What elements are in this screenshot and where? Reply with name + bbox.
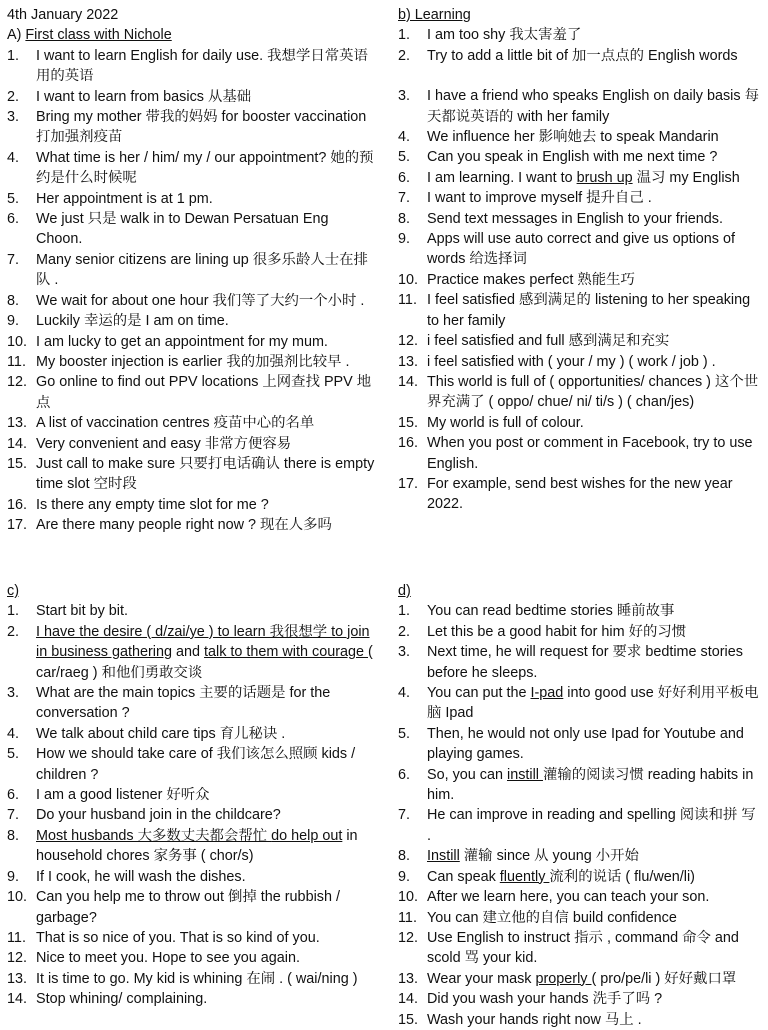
list-item bbox=[7, 250, 377, 291]
list-item-text: Do your husband join in the childcare? bbox=[36, 807, 281, 824]
list-item-text: Wear your mask properly ( pro/pe/li ) 好好戴口罩 bbox=[427, 970, 737, 987]
list-item-number: 14. bbox=[7, 991, 28, 1008]
list-item-number: 7. bbox=[398, 807, 411, 824]
list-item-text: Can speak fluently 流利的说话 ( flu/wen/li) bbox=[427, 868, 695, 885]
list-item-text: We wait for about one hour 我们等了大约一个小时 . bbox=[36, 292, 365, 309]
section-a-heading bbox=[7, 25, 377, 45]
section-d bbox=[398, 581, 762, 1030]
list-item-text: Is there any empty time slot for me ? bbox=[36, 496, 269, 513]
list-item-text: It is time to go. My kid is whining 在闹 . ( wai/ning ) bbox=[36, 970, 358, 987]
list-item-number: 5. bbox=[398, 149, 411, 166]
list-item bbox=[7, 785, 377, 805]
list-item bbox=[398, 433, 762, 474]
list-item bbox=[7, 189, 377, 209]
list-item-number: 8. bbox=[398, 210, 411, 227]
list-item bbox=[398, 928, 762, 969]
list-item-text: I am lucky to get an appointment for my mum. bbox=[36, 333, 328, 350]
list-item bbox=[7, 46, 377, 87]
list-item-text: When you post or comment in Facebook, try to use English. bbox=[427, 435, 753, 472]
list-item-text: My booster injection is earlier 我的加强剂比较早 . bbox=[36, 353, 350, 370]
list-item-text: How we should take care of 我们该怎么照顾 kids / children ? bbox=[36, 746, 356, 783]
list-item bbox=[7, 969, 377, 989]
list-item bbox=[398, 622, 762, 642]
list-item-number: 4. bbox=[398, 129, 411, 146]
list-item-text: Try to add a little bit of 加一点点的 English words bbox=[427, 47, 738, 64]
list-item-number: 3. bbox=[398, 88, 411, 105]
list-item-number: 6. bbox=[7, 787, 20, 804]
list-item-number: 11. bbox=[7, 353, 26, 370]
list-item bbox=[7, 515, 377, 535]
section-b bbox=[398, 5, 762, 515]
list-item-number: 12. bbox=[398, 333, 419, 350]
list-item bbox=[7, 826, 377, 867]
list-item bbox=[398, 372, 762, 413]
list-item-text: What time is her / him/ my / our appointment? 她的预约是什么时候呢 bbox=[36, 149, 374, 187]
list-item-number: 16. bbox=[7, 496, 28, 513]
list-item bbox=[398, 765, 762, 806]
list-item-text: Start bit by bit. bbox=[36, 603, 128, 620]
list-item-text: We influence her 影响她去 to speak Mandarin bbox=[427, 129, 719, 146]
list-item bbox=[7, 87, 377, 107]
list-item bbox=[398, 474, 762, 515]
list-item-number: 8. bbox=[7, 827, 20, 844]
list-item-number: 6. bbox=[398, 169, 411, 186]
list-item-text: What are the main topics 主要的话题是 for the conversation ? bbox=[36, 685, 331, 722]
list-item-text: Nice to meet you. Hope to see you again. bbox=[36, 950, 300, 967]
list-item-number: 5. bbox=[7, 190, 20, 207]
list-item bbox=[398, 413, 762, 433]
list-item-text: Apps will use auto correct and give us options of words 给选择词 bbox=[427, 231, 735, 268]
list-item-text: This world is full of ( opportunities/ chances ) 这个世界充满了 ( oppo/ chue/ ni/ ti/s ) ( chan/jes) bbox=[427, 373, 759, 411]
list-item bbox=[7, 291, 377, 311]
list-item-text: Go online to find out PPV locations 上网查找 PPV 地点 bbox=[36, 374, 372, 411]
list-item bbox=[398, 352, 762, 372]
list-item-number: 11. bbox=[7, 929, 26, 946]
list-item-number: 1. bbox=[7, 47, 20, 64]
list-item-number: 2. bbox=[398, 47, 411, 64]
list-item-number: 4. bbox=[7, 149, 20, 166]
list-item-number: 13. bbox=[7, 970, 28, 987]
list-item-number: 8. bbox=[398, 848, 411, 865]
list-item bbox=[7, 989, 377, 1009]
list-item-number: 3. bbox=[7, 109, 20, 126]
list-item-text: Next time, he will request for 要求 bedtime stories before he sleeps. bbox=[427, 644, 743, 681]
list-item-number: 2. bbox=[398, 623, 411, 640]
list-item bbox=[7, 724, 377, 744]
list-item-number: 10. bbox=[398, 889, 419, 906]
document-date: 4th January 2022 bbox=[7, 7, 119, 23]
list-item bbox=[7, 311, 377, 331]
list-item-text: Just call to make sure 只要打电话确认 there is empty time slot 空时段 bbox=[36, 455, 375, 493]
list-item-text: After we learn here, you can teach your son. bbox=[427, 889, 710, 906]
list-item-text: We talk about child care tips 育儿秘诀 . bbox=[36, 725, 286, 742]
list-item-text: Luckily 幸运的是 I am on time. bbox=[36, 313, 229, 330]
list-item-text: i feel satisfied and full 感到满足和充实 bbox=[427, 333, 670, 350]
list-item bbox=[7, 352, 377, 372]
list-item bbox=[7, 744, 377, 785]
list-item bbox=[398, 867, 762, 887]
section-c-list bbox=[7, 601, 377, 1009]
list-item-text: A list of vaccination centres 疫苗中心的名单 bbox=[36, 415, 315, 432]
list-item bbox=[7, 454, 377, 495]
list-item-text: I have the desire ( d/zai/ye ) to learn 我很想学 to join in business gathering and talk to them with courage ( car/raeg ) 和他们勇敢交谈 bbox=[36, 623, 373, 681]
list-item-text: He can improve in reading and spelling 阅读和拼 写 . bbox=[427, 807, 756, 844]
list-item bbox=[398, 846, 762, 866]
list-item-number: 4. bbox=[7, 725, 20, 742]
list-item-text: Use English to instruct 指示 , command 命令 and scold 骂 your kid. bbox=[427, 929, 739, 967]
list-item bbox=[398, 969, 762, 989]
list-item-number: 1. bbox=[398, 27, 411, 44]
list-item bbox=[398, 209, 762, 229]
list-item bbox=[398, 25, 762, 45]
list-item bbox=[7, 948, 377, 968]
list-item-text: If I cook, he will wash the dishes. bbox=[36, 868, 246, 885]
list-item-text: Did you wash your hands 洗手了吗 ? bbox=[427, 991, 663, 1008]
list-item bbox=[398, 908, 762, 928]
list-item bbox=[398, 989, 762, 1009]
list-item-text: So, you can instill 灌输的阅读习惯 reading habits in him. bbox=[427, 766, 754, 804]
list-item bbox=[398, 188, 762, 208]
list-item bbox=[7, 413, 377, 433]
list-item-text: You can 建立他的自信 build confidence bbox=[427, 909, 677, 926]
list-item-number: 13. bbox=[398, 970, 419, 987]
list-item bbox=[7, 867, 377, 887]
list-item-number: 9. bbox=[398, 231, 411, 248]
list-item-text: Let this be a good habit for him 好的习惯 bbox=[427, 623, 687, 640]
list-item-text: Instill 灌输 since 从 young 小开始 bbox=[427, 848, 639, 865]
section-d-list bbox=[398, 601, 762, 1030]
list-item bbox=[398, 805, 762, 846]
list-item-number: 10. bbox=[7, 333, 28, 350]
section-d-title: d) bbox=[398, 583, 411, 599]
list-item-text: I want to improve myself 提升自己 . bbox=[427, 190, 652, 207]
list-item-text: I am too shy 我太害羞了 bbox=[427, 27, 582, 44]
list-item bbox=[7, 622, 377, 683]
list-item-number: 9. bbox=[7, 868, 20, 885]
list-item-text: Wash your hands right now 马上 . bbox=[427, 1011, 642, 1028]
list-item bbox=[7, 148, 377, 189]
list-item bbox=[7, 928, 377, 948]
list-item bbox=[7, 683, 377, 724]
list-item-text: That is so nice of you. That is so kind of you. bbox=[36, 929, 320, 946]
list-item-number: 12. bbox=[7, 950, 28, 967]
list-spacer bbox=[398, 66, 762, 86]
list-item-text: I want to learn from basics 从基础 bbox=[36, 88, 252, 105]
list-item-text: Stop whining/ complaining. bbox=[36, 991, 208, 1008]
list-item-text: Her appointment is at 1 pm. bbox=[36, 190, 213, 207]
list-item-number: 10. bbox=[398, 271, 419, 288]
list-item bbox=[398, 887, 762, 907]
list-item-number: 1. bbox=[7, 603, 20, 620]
list-item bbox=[398, 127, 762, 147]
list-item bbox=[7, 372, 377, 413]
list-item-text: Can you speak in English with me next time ? bbox=[427, 149, 718, 166]
list-item-number: 3. bbox=[398, 644, 411, 661]
list-item-number: 10. bbox=[7, 889, 28, 906]
list-item-number: 12. bbox=[7, 374, 28, 391]
list-item-text: Bring my mother 带我的妈妈 for booster vaccination 打加强剂疫苗 bbox=[36, 109, 367, 146]
list-item-number: 9. bbox=[7, 313, 20, 330]
list-item-text: Most husbands 大多数丈夫都会帮忙 do help out in household chores 家务事 ( chor/s) bbox=[36, 827, 358, 865]
list-item-number: 13. bbox=[7, 415, 28, 432]
list-item-text: Are there many people right now ? 现在人多吗 bbox=[36, 517, 332, 534]
list-item-number: 14. bbox=[398, 373, 419, 390]
list-item bbox=[7, 601, 377, 621]
section-b-title: b) Learning bbox=[398, 7, 471, 23]
list-item bbox=[398, 331, 762, 351]
list-item-number: 2. bbox=[7, 623, 20, 640]
list-item-number: 2. bbox=[7, 88, 20, 105]
section-c-title: c) bbox=[7, 583, 19, 599]
list-item-text: I have a friend who speaks English on daily basis 每天都说英语的 with her family bbox=[427, 88, 759, 125]
list-item-number: 3. bbox=[7, 685, 20, 702]
list-item bbox=[398, 683, 762, 724]
list-item-text: I feel satisfied 感到满足的 listening to her speaking to her family bbox=[427, 292, 751, 329]
list-item-number: 17. bbox=[398, 475, 419, 492]
list-item-text: Many senior citizens are lining up 很多乐龄人士在排队 . bbox=[36, 251, 368, 289]
list-item-text: I am learning. I want to brush up 温习 my English bbox=[427, 169, 740, 186]
list-item-number: 7. bbox=[398, 190, 411, 207]
list-item-text: I want to learn English for daily use. 我想学日常英语 用的英语 bbox=[36, 47, 368, 85]
list-item-text: Send text messages in English to your friends. bbox=[427, 210, 723, 227]
list-item bbox=[398, 86, 762, 127]
list-item-text: Then, he would not only use Ipad for Youtube and playing games. bbox=[427, 725, 744, 763]
list-item bbox=[7, 107, 377, 148]
list-item-text: You can put the I-pad into good use 好好利用平板电脑 Ipad bbox=[427, 685, 759, 722]
list-item bbox=[398, 1010, 762, 1030]
list-item bbox=[398, 642, 762, 683]
list-item bbox=[7, 332, 377, 352]
list-item-text: You can read bedtime stories 睡前故事 bbox=[427, 603, 675, 620]
list-item-number: 7. bbox=[7, 807, 20, 824]
list-item-number: 12. bbox=[398, 929, 419, 946]
list-item-number: 5. bbox=[398, 725, 411, 742]
list-item-text: Can you help me to throw out 倒掉 the rubbish / garbage? bbox=[36, 889, 340, 926]
list-item bbox=[7, 805, 377, 825]
list-item bbox=[7, 434, 377, 454]
list-item-text: i feel satisfied with ( your / my ) ( work / job ) . bbox=[427, 353, 716, 370]
list-item bbox=[7, 495, 377, 515]
list-item bbox=[398, 270, 762, 290]
list-item-number: 8. bbox=[7, 292, 20, 309]
list-item-number: 1. bbox=[398, 603, 411, 620]
section-a bbox=[7, 5, 377, 536]
list-item-number: 11. bbox=[398, 909, 417, 926]
list-item-text: I am a good listener 好听众 bbox=[36, 787, 210, 804]
list-item-text: For example, send best wishes for the new year 2022. bbox=[427, 475, 733, 513]
list-item bbox=[398, 290, 762, 331]
list-item-number: 11. bbox=[398, 292, 417, 309]
list-item-number: 15. bbox=[398, 414, 419, 431]
list-item bbox=[7, 209, 377, 250]
list-item-number: 6. bbox=[7, 211, 20, 228]
list-item-text: My world is full of colour. bbox=[427, 414, 584, 431]
list-item bbox=[398, 168, 762, 188]
list-item-number: 14. bbox=[7, 435, 28, 452]
list-item-number: 6. bbox=[398, 766, 411, 783]
list-item bbox=[7, 887, 377, 928]
list-item bbox=[398, 724, 762, 765]
list-item bbox=[398, 229, 762, 270]
list-item-number: 15. bbox=[7, 455, 28, 472]
list-item-number: 17. bbox=[7, 517, 28, 534]
list-item-number: 13. bbox=[398, 353, 419, 370]
list-item bbox=[398, 147, 762, 167]
list-item-number: 9. bbox=[398, 868, 411, 885]
section-c bbox=[7, 581, 377, 1010]
list-item-number: 7. bbox=[7, 251, 20, 268]
list-item-number: 14. bbox=[398, 991, 419, 1008]
list-item bbox=[398, 46, 762, 66]
section-a-prefix: A) bbox=[7, 27, 26, 44]
list-item-number: 5. bbox=[7, 746, 20, 763]
list-item-text: We just 只是 walk in to Dewan Persatuan Eng Choon. bbox=[36, 211, 329, 248]
list-item-text: Practice makes perfect 熟能生巧 bbox=[427, 271, 635, 288]
list-item-number: 15. bbox=[398, 1011, 419, 1028]
section-b-list bbox=[398, 25, 762, 514]
list-item-number: 16. bbox=[398, 435, 419, 452]
section-a-title: First class with Nichole bbox=[25, 27, 172, 44]
list-item bbox=[398, 601, 762, 621]
section-a-list bbox=[7, 46, 377, 536]
list-item-text: Very convenient and easy 非常方便容易 bbox=[36, 435, 292, 452]
list-item-number: 4. bbox=[398, 685, 411, 702]
